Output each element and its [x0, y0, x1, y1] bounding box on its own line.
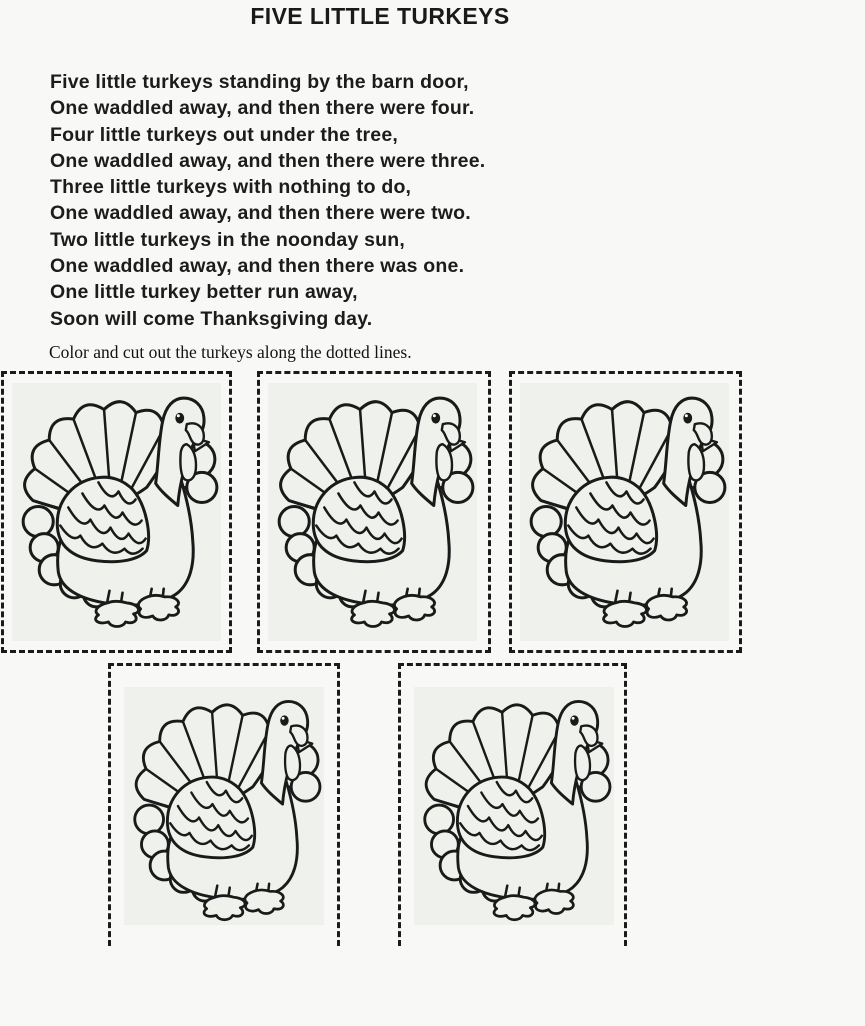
poem-line: Two little turkeys in the noonday sun, — [50, 228, 406, 251]
turkey-image — [414, 687, 614, 925]
poem-line: Five little turkeys standing by the barn door, — [50, 71, 469, 93]
poem-line: One little turkey better run away, — [50, 281, 358, 304]
poem — [50, 69, 610, 332]
turkey-icon — [414, 687, 614, 925]
turkey-image — [124, 687, 324, 925]
turkey-cutout-box-2 — [257, 371, 491, 653]
worksheet-title: FIVE LITTLE TURKEYS — [250, 3, 510, 29]
turkey-icon — [268, 383, 477, 632]
cutting-instruction: Color and cut out the turkeys along the dotted lines. — [49, 342, 412, 362]
turkey-image — [520, 383, 729, 641]
poem-line: Three little turkeys with nothing to do, — [50, 176, 412, 199]
turkey-cutout-box-3 — [509, 371, 742, 653]
turkey-cutout-box-4 — [108, 663, 340, 946]
turkey-image — [12, 383, 221, 641]
turkey-icon — [520, 383, 729, 632]
poem-line: One waddled away, and then there were three. — [50, 149, 486, 172]
poem-line: Four little turkeys out under the tree, — [50, 123, 399, 146]
poem-line: One waddled away, and then there were four. — [50, 97, 475, 120]
turkey-cutout-box-5 — [398, 663, 627, 946]
poem-line: One waddled away, and then there was one. — [50, 255, 465, 278]
poem-line: Soon will come Thanksgiving day. — [50, 307, 373, 330]
turkey-image — [268, 383, 477, 641]
turkey-icon — [124, 687, 324, 925]
turkey-icon — [12, 383, 221, 632]
turkey-cutout-box-1 — [1, 371, 232, 653]
poem-line: One waddled away, and then there were two. — [50, 202, 471, 225]
